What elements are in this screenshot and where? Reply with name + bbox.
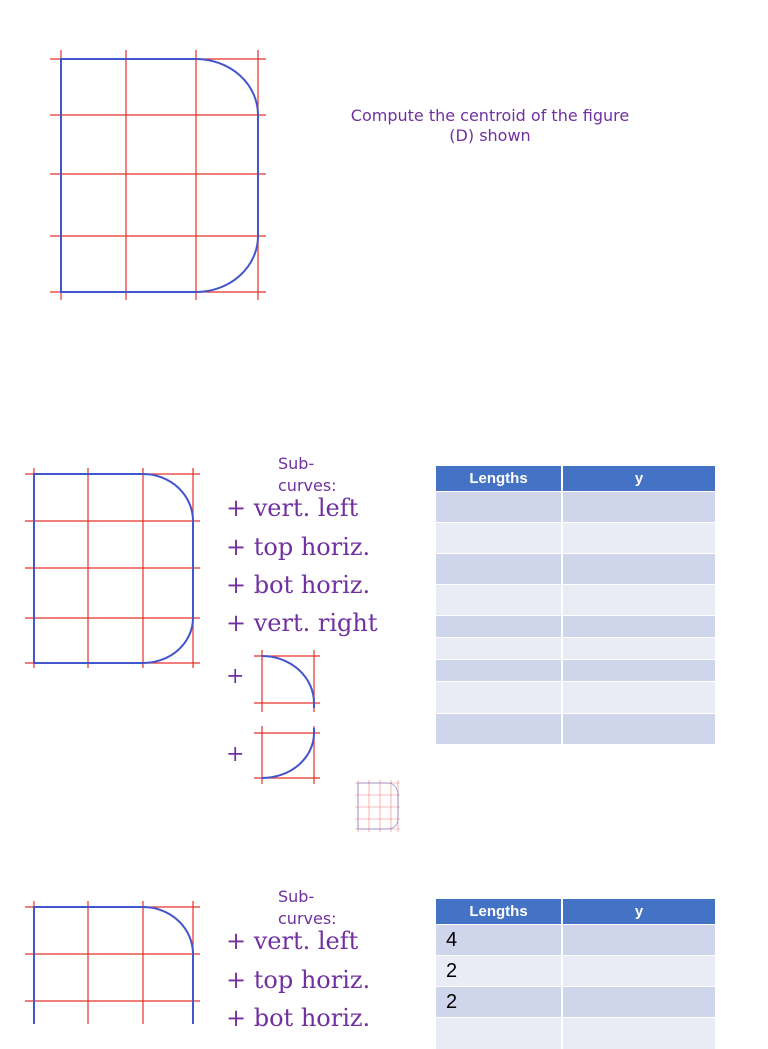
table-cell	[562, 1018, 716, 1049]
table-cell	[436, 616, 562, 638]
table-cell	[562, 616, 716, 638]
header-lengths: Lengths	[436, 899, 562, 925]
d-shape-curve	[61, 59, 258, 292]
subcurve-top-horiz: + top horiz.	[226, 533, 371, 561]
plus-sign-bottom-arc: +	[226, 742, 245, 767]
table-cell	[562, 925, 716, 956]
subcurve-vert-left-repeat: + vert. left	[226, 927, 359, 955]
bottom-arc-icon	[250, 724, 322, 786]
table-cell	[562, 523, 716, 554]
table-cell	[436, 660, 562, 682]
d-shape-thumbnail	[352, 778, 402, 834]
table-cell	[562, 682, 716, 714]
table-cell	[562, 638, 716, 660]
table-cell	[436, 585, 562, 616]
table-cell	[436, 714, 562, 744]
top-arc-icon	[250, 648, 322, 714]
problem-line-1: Compute the centroid of the figure	[350, 106, 630, 125]
subcurve-vert-right: + vert. right	[226, 609, 378, 637]
table-cell	[436, 638, 562, 660]
table-cell: 2	[436, 956, 562, 987]
subcurves-title-repeat: Sub-curves:	[278, 887, 337, 928]
table-cell	[562, 987, 716, 1018]
header-y: y	[562, 899, 716, 925]
figure-d-small-repeat	[0, 893, 210, 1024]
table-cell	[436, 1018, 562, 1049]
table-cell	[562, 585, 716, 616]
table-cell	[436, 492, 562, 523]
subcurve-top-horiz-repeat: + top horiz.	[226, 966, 371, 994]
problem-line-2: (D) shown	[449, 126, 531, 145]
table-cell: 4	[436, 925, 562, 956]
figure-d-main	[0, 0, 300, 310]
grid-lines	[50, 50, 266, 300]
plus-sign-top-arc: +	[226, 664, 245, 689]
table-cell: 2	[436, 987, 562, 1018]
table-cell	[562, 492, 716, 523]
figure-d-small	[0, 460, 210, 675]
subcurve-vert-left: + vert. left	[226, 494, 359, 522]
header-y: y	[562, 466, 716, 492]
table-cell	[436, 554, 562, 585]
subcurve-bot-horiz-repeat: + bot horiz.	[226, 1004, 371, 1032]
table-cell	[436, 523, 562, 554]
subcurves-title: Sub-curves:	[278, 454, 337, 495]
table-cell	[562, 660, 716, 682]
lengths-table-filled	[436, 899, 717, 1049]
subcurve-bot-horiz: + bot horiz.	[226, 571, 371, 599]
table-cell	[562, 956, 716, 987]
header-lengths: Lengths	[436, 466, 562, 492]
table-cell	[436, 682, 562, 714]
table-cell	[562, 714, 716, 744]
lengths-table-empty	[436, 466, 717, 744]
problem-statement	[300, 106, 680, 146]
table-cell	[562, 554, 716, 585]
